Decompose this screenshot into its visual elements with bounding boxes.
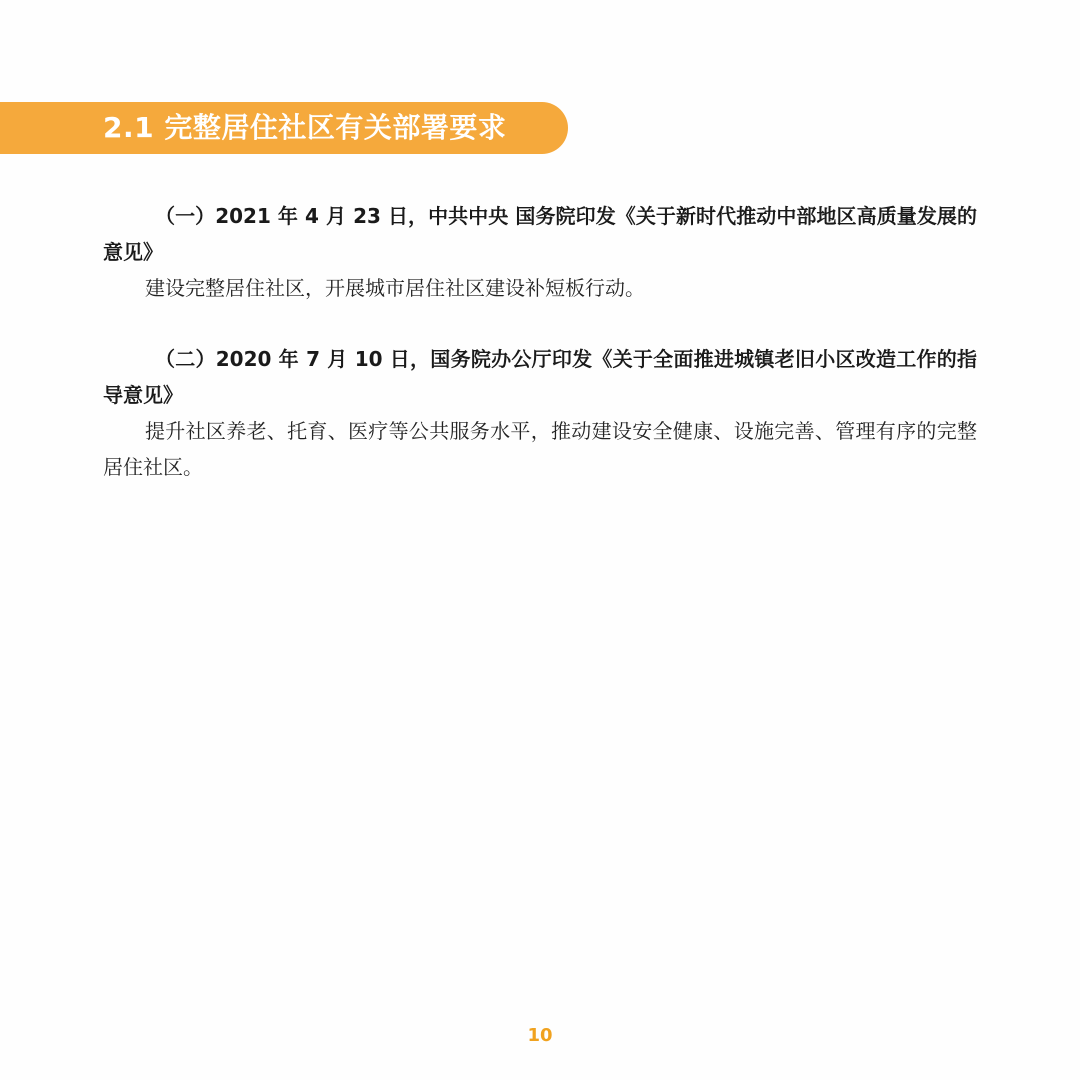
policy-item-body: 提升社区养老、托育、医疗等公共服务水平，推动建设安全健康、设施完善、管理有序的完整居住社区。	[103, 419, 977, 479]
document-content	[103, 198, 977, 520]
policy-item-heading: （一）2021 年 4 月 23 日，中共中央 国务院印发《关于新时代推动中部地区高质量发展的意见》	[103, 204, 977, 264]
policy-item	[103, 198, 977, 306]
page-number: 10	[527, 1025, 553, 1046]
policy-item	[103, 341, 977, 485]
section-banner	[0, 102, 568, 154]
policy-item-body: 建设完整居住社区，开展城市居住社区建设补短板行动。	[145, 276, 645, 300]
policy-item-heading: （二）2020 年 7 月 10 日，国务院办公厅印发《关于全面推进城镇老旧小区改造工作的指导意见》	[103, 347, 977, 407]
section-title: 2.1 完整居住社区有关部署要求	[103, 111, 507, 144]
